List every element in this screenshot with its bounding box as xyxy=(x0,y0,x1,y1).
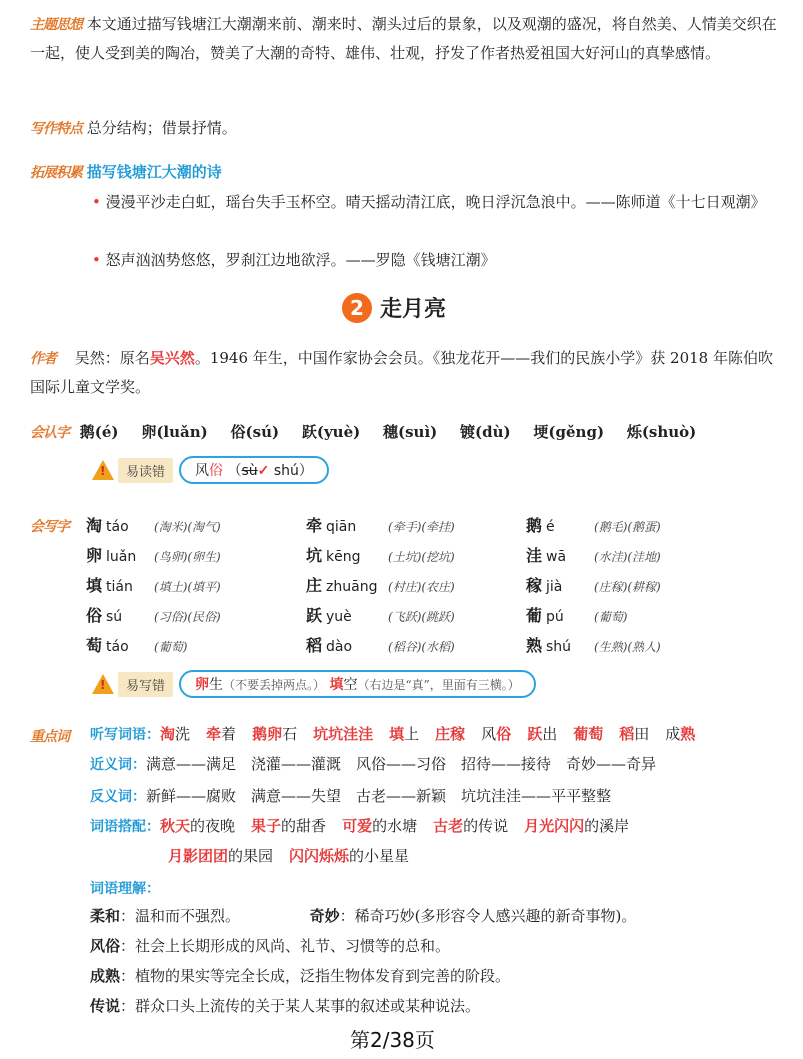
author-section xyxy=(30,344,778,401)
write-words: (葡萄) xyxy=(154,639,188,654)
word-item xyxy=(389,725,419,743)
easy-write-word-1: 生 xyxy=(209,677,224,693)
warning-icon: ! xyxy=(92,460,114,480)
recognize-char: 跃(yuè) xyxy=(301,423,361,441)
word-highlight: 可爱 xyxy=(342,817,373,835)
word-item xyxy=(252,725,297,743)
check-icon: ✓ xyxy=(257,463,270,479)
synonym-line xyxy=(90,750,656,779)
recognize-label: 会认字 xyxy=(30,425,69,441)
word-item xyxy=(313,725,373,743)
recognize-char: 穗(suì) xyxy=(383,423,438,441)
def-text: ：温和而不强烈。 xyxy=(120,907,241,925)
word-highlight: 月光闪闪 xyxy=(524,817,585,835)
write-pinyin: yuè xyxy=(326,608,352,625)
word-normal: 的果园 xyxy=(228,847,274,865)
bullet-dot: • xyxy=(92,251,101,269)
write-words: (淘米)(淘气) xyxy=(154,519,221,534)
easy-write-note-2: （右边是“真”，里面有三横。） xyxy=(357,678,520,692)
word-highlight: 葡萄 xyxy=(573,725,604,743)
word-normal: 的溪岸 xyxy=(584,817,630,835)
def-line-4 xyxy=(90,992,480,1020)
easy-write-tag: 易写错 xyxy=(118,672,173,697)
def-line-3 xyxy=(90,962,510,990)
easy-read-char: 俗 xyxy=(209,463,224,479)
word-normal: 着 xyxy=(221,725,237,743)
write-words: (习俗)(民俗) xyxy=(154,609,221,624)
word-normal: 的小星星 xyxy=(349,847,410,865)
word-highlight: 俗 xyxy=(496,725,512,743)
poem-1-text: 漫漫平沙走白虹，瑶台失手玉杯空。晴天摇动清江底，晚日浮沉急浪中。——陈师道《十七日观潮》 xyxy=(105,193,766,211)
write-cell xyxy=(306,629,526,659)
word-highlight: 牵 xyxy=(206,725,222,743)
theme-section xyxy=(30,10,778,67)
def-word: 奇妙 xyxy=(309,907,340,925)
author-name: 吴兴然 xyxy=(149,349,195,367)
write-row xyxy=(86,569,706,599)
write-cell xyxy=(306,569,526,599)
write-pinyin: luǎn xyxy=(106,548,137,565)
lesson-heading xyxy=(342,292,446,323)
easy-read-box xyxy=(92,456,329,484)
write-row xyxy=(86,509,706,539)
feature-text: 总分结构；借景抒情。 xyxy=(86,119,237,137)
write-char: 稻 xyxy=(306,635,323,655)
def-word: 风俗 xyxy=(90,937,121,955)
word-normal: 的水塘 xyxy=(372,817,418,835)
word-item xyxy=(160,725,190,743)
word-highlight: 稻 xyxy=(619,725,635,743)
wrong-pinyin: sù xyxy=(241,463,258,479)
write-pinyin: jià xyxy=(546,578,563,595)
word-highlight: 熟 xyxy=(680,725,696,743)
antonym-text: 新鲜——腐败 满意——失望 古老——新颖 坑坑洼洼——平平整整 xyxy=(146,787,612,805)
synonym-label: 近义词： xyxy=(90,757,146,773)
write-cell xyxy=(526,539,706,569)
write-label: 会写字 xyxy=(30,519,69,535)
word-highlight: 古老 xyxy=(433,817,464,835)
dictation-label: 听写词语： xyxy=(90,727,160,743)
def-text: ：社会上长期形成的风尚、礼节、习惯等的总和。 xyxy=(120,937,451,955)
theme-text: 本文通过描写钱塘江大潮潮来前、潮来时、潮头过后的景象，以及观潮的盛况，将自然美、人情美交织在一起，使人受到美的陶冶，赞美了大潮的奇特、雄伟、壮观，抒发了作者热爱祖国大好河山的真挚感情。 xyxy=(30,15,777,62)
write-pinyin: shú xyxy=(546,638,572,655)
page-indicator: 第2/38页 xyxy=(350,1028,435,1052)
easy-write-note-1: （不要丢掉两点。） xyxy=(223,678,326,692)
write-cell xyxy=(86,599,306,629)
warning-icon: ! xyxy=(92,674,114,694)
word-item xyxy=(435,725,465,743)
write-words: (鸟卵)(卵生) xyxy=(154,549,221,564)
word-normal: 风 xyxy=(481,725,497,743)
recognize-char: 埂(gěng) xyxy=(533,423,605,441)
understand-line xyxy=(90,874,160,903)
write-words: (牵手)(牵挂) xyxy=(388,519,455,534)
antonym-line xyxy=(90,782,611,811)
poem-2-text: 怒声汹汹势悠悠，罗刹江边地欲浮。——罗隐《钱塘江潮》 xyxy=(105,251,496,269)
write-char: 庄 xyxy=(306,575,323,595)
def-word: 传说 xyxy=(90,997,121,1015)
write-words: (鹅毛)(鹅蛋) xyxy=(594,519,661,534)
word-normal: 洗 xyxy=(175,725,191,743)
easy-write-word-2: 空 xyxy=(343,677,358,693)
lesson-number: 2 xyxy=(342,293,372,323)
write-pinyin: é xyxy=(546,518,555,535)
word-item xyxy=(251,817,326,835)
word-item xyxy=(665,725,695,743)
word-highlight: 淘 xyxy=(160,725,176,743)
write-char: 鹅 xyxy=(526,515,543,535)
write-pinyin: táo xyxy=(106,638,129,655)
write-char: 洼 xyxy=(526,545,543,565)
synonym-text: 满意——满足 浇灌——灌溉 风俗——习俗 招待——接待 奇妙——奇异 xyxy=(146,755,657,773)
word-highlight: 坑坑洼洼 xyxy=(313,725,374,743)
write-pinyin: dào xyxy=(326,638,353,655)
author-prefix: 吴然：原名 xyxy=(74,349,150,367)
key-label: 重点词 xyxy=(30,729,69,745)
dictation-line xyxy=(90,720,711,749)
write-cell xyxy=(526,509,706,539)
write-row xyxy=(86,599,706,629)
word-normal: 石 xyxy=(282,725,298,743)
def-text: ：植物的果实等完全长成，泛指生物体发育到完善的阶段。 xyxy=(120,967,511,985)
word-item xyxy=(342,817,417,835)
easy-write-char-1: 卵 xyxy=(195,677,210,693)
write-words: (生熟)(熟人) xyxy=(594,639,661,654)
easy-write-box xyxy=(92,670,536,698)
bullet-dot: • xyxy=(92,193,101,211)
write-char: 淘 xyxy=(86,515,103,535)
write-pinyin: táo xyxy=(106,518,129,535)
easy-read-word: 风 xyxy=(195,463,210,479)
write-cell xyxy=(86,629,306,659)
word-normal: 成 xyxy=(665,725,681,743)
word-highlight: 月影团团 xyxy=(168,847,229,865)
word-item xyxy=(573,725,603,743)
def-word: 柔和 xyxy=(90,907,121,925)
write-char: 跃 xyxy=(306,605,323,625)
word-item xyxy=(619,725,649,743)
recognize-char: 镀(dù) xyxy=(460,423,511,441)
write-cell xyxy=(526,629,706,659)
word-item xyxy=(524,817,629,835)
theme-label: 主题思想 xyxy=(30,17,82,33)
write-words: (填土)(填平) xyxy=(154,579,221,594)
poem-2 xyxy=(92,246,778,274)
understand-label: 词语理解： xyxy=(90,881,160,897)
extension-section xyxy=(30,158,778,187)
def-line-1 xyxy=(90,902,636,930)
def-text: ：稀奇巧妙(多形容令人感兴趣的新奇事物)。 xyxy=(339,907,637,925)
recognize-section xyxy=(30,418,790,447)
lesson-title: 走月亮 xyxy=(380,297,447,322)
right-pinyin: shú xyxy=(273,463,299,479)
word-normal: 的甜香 xyxy=(281,817,327,835)
easy-write-char-2: 填 xyxy=(329,677,344,693)
write-pinyin: sú xyxy=(106,608,123,625)
recognize-char: 烁(shuò) xyxy=(626,423,697,441)
write-row xyxy=(86,629,706,659)
write-words: (葡萄) xyxy=(594,609,628,624)
write-words: (飞跃)(跳跃) xyxy=(388,609,455,624)
poem-1 xyxy=(92,188,778,216)
word-highlight: 闪闪烁烁 xyxy=(289,847,350,865)
def-word: 成熟 xyxy=(90,967,121,985)
word-item xyxy=(527,725,557,743)
extension-title: 描写钱塘江大潮的诗 xyxy=(86,163,222,181)
write-char: 萄 xyxy=(86,635,103,655)
write-words: (村庄)(农庄) xyxy=(388,579,455,594)
def-line-2 xyxy=(90,932,450,960)
word-highlight: 填 xyxy=(389,725,405,743)
write-char: 俗 xyxy=(86,605,103,625)
write-pinyin: kēng xyxy=(326,548,361,565)
write-cell xyxy=(86,569,306,599)
word-highlight: 跃 xyxy=(527,725,543,743)
collocate-line-1 xyxy=(90,812,645,841)
word-item xyxy=(433,817,508,835)
write-char: 稼 xyxy=(526,575,543,595)
write-char: 卵 xyxy=(86,545,103,565)
write-char: 填 xyxy=(86,575,103,595)
word-highlight: 秋天 xyxy=(160,817,191,835)
write-char: 牵 xyxy=(306,515,323,535)
write-pinyin: qiān xyxy=(326,518,357,535)
antonym-label: 反义词： xyxy=(90,789,146,805)
def-text: ：群众口头上流传的关于某人某事的叙述或某种说法。 xyxy=(120,997,481,1015)
author-rest: 。1946 年生，中国作家协会会员。《独龙花开——我们的民族小学》获 2018 年陈伯吹国际儿童文学奖。 xyxy=(30,349,773,396)
word-highlight: 鹅卵 xyxy=(252,725,283,743)
word-normal: 的夜晚 xyxy=(190,817,236,835)
write-cell xyxy=(306,509,526,539)
recognize-char: 卵(luǎn) xyxy=(141,423,208,441)
write-cell xyxy=(306,599,526,629)
write-words: (水洼)(洼地) xyxy=(594,549,661,564)
collocate-line-2 xyxy=(168,842,425,870)
word-item xyxy=(168,847,273,865)
write-cell xyxy=(526,599,706,629)
word-highlight: 果子 xyxy=(251,817,282,835)
collocate-label: 词语搭配： xyxy=(90,819,160,835)
write-row xyxy=(86,539,706,569)
write-cell xyxy=(526,569,706,599)
write-words: (稻谷)(水稻) xyxy=(388,639,455,654)
word-item xyxy=(481,725,511,743)
easy-write-bubble xyxy=(179,670,536,698)
recognize-char: 俗(sú) xyxy=(230,423,280,441)
easy-read-tag: 易读错 xyxy=(118,458,173,483)
write-cell xyxy=(306,539,526,569)
word-normal: 出 xyxy=(542,725,558,743)
feature-label: 写作特点 xyxy=(30,121,82,137)
word-highlight: 庄稼 xyxy=(435,725,466,743)
write-words: (土坑)(挖坑) xyxy=(388,549,455,564)
word-item xyxy=(160,817,235,835)
write-cell xyxy=(86,539,306,569)
word-normal: 上 xyxy=(404,725,420,743)
word-normal: 的传说 xyxy=(463,817,509,835)
write-char: 坑 xyxy=(306,545,323,565)
write-pinyin: pú xyxy=(546,608,564,625)
write-pinyin: wā xyxy=(546,548,567,565)
write-pinyin: zhuāng xyxy=(326,578,378,595)
write-char: 熟 xyxy=(526,635,543,655)
recognize-char: 鹅(é) xyxy=(79,423,119,441)
write-char: 葡 xyxy=(526,605,543,625)
author-label: 作者 xyxy=(30,351,56,367)
write-words: (庄稼)(耕稼) xyxy=(594,579,661,594)
word-item xyxy=(289,847,409,865)
write-pinyin: tián xyxy=(106,578,133,595)
word-item xyxy=(206,725,236,743)
write-cell xyxy=(86,509,306,539)
write-table xyxy=(86,509,706,659)
extension-label: 拓展积累 xyxy=(30,165,82,181)
easy-read-bubble: 风俗 （sù✓ shú） xyxy=(179,456,329,484)
word-normal: 田 xyxy=(634,725,650,743)
feature-section xyxy=(30,114,778,143)
